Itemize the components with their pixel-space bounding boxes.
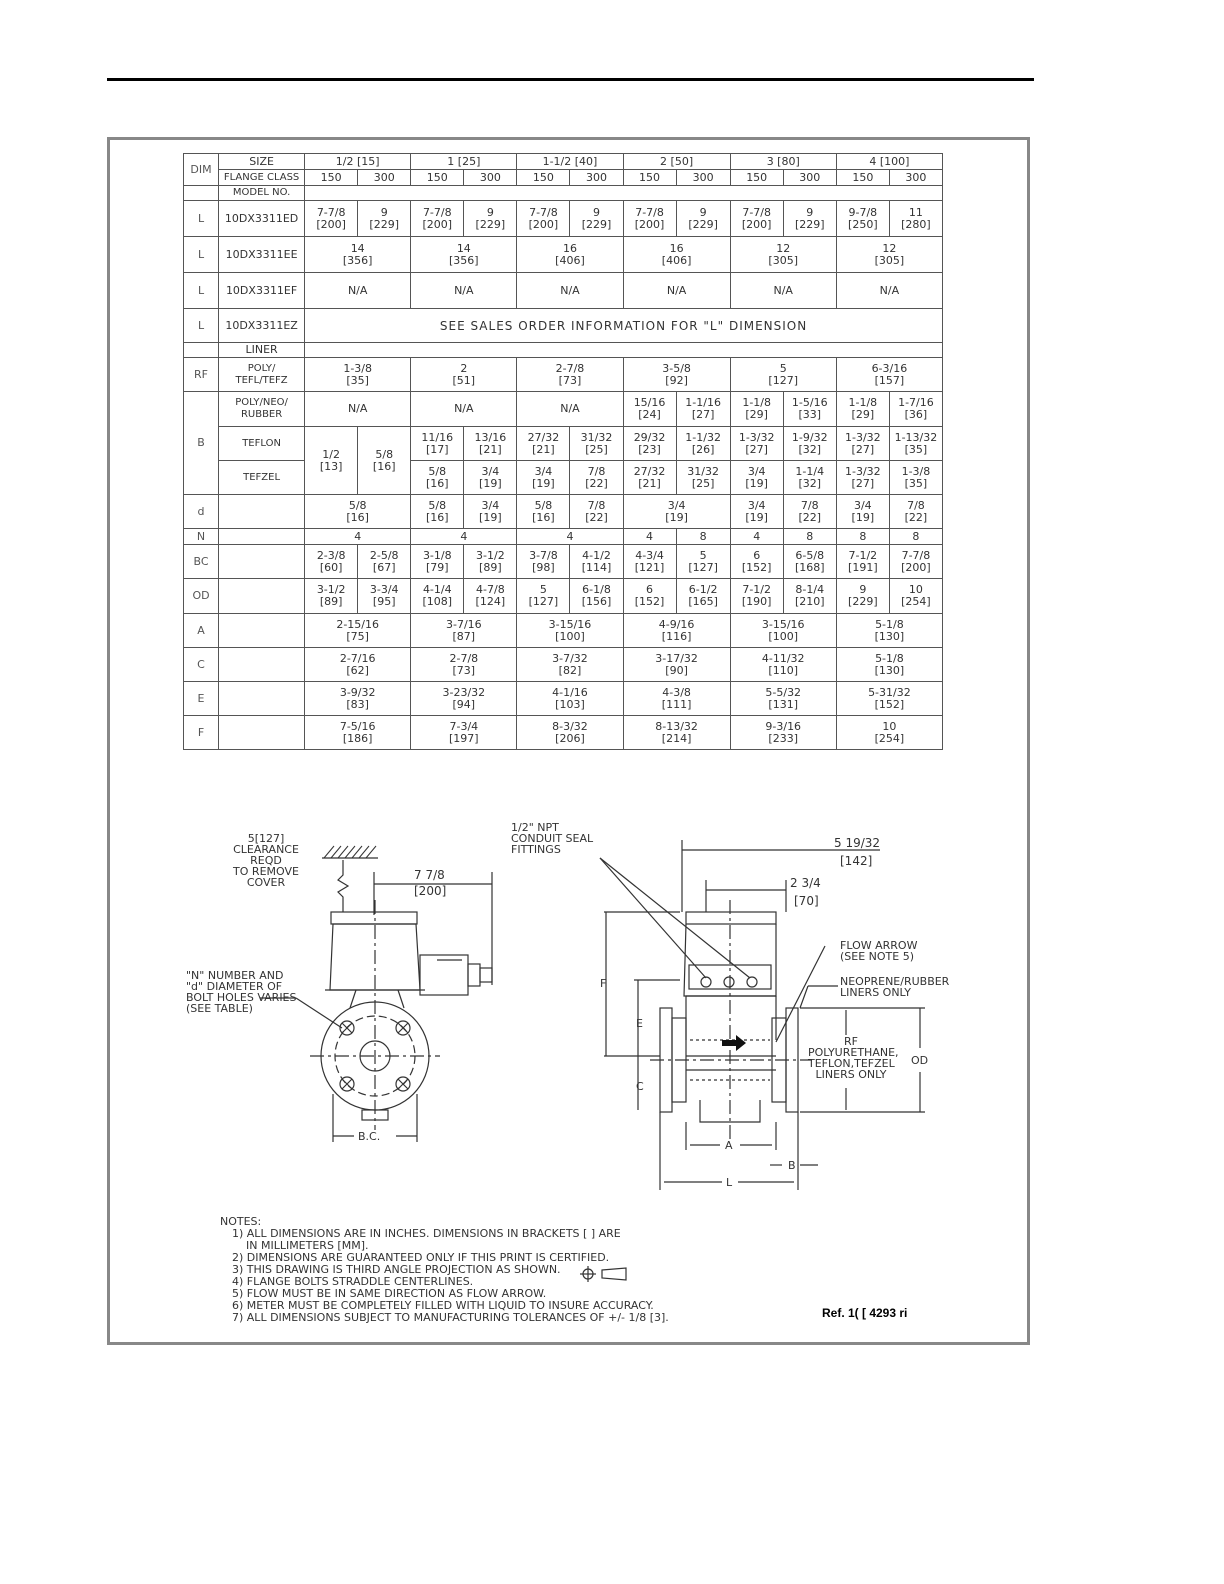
class-cell: 300 bbox=[464, 170, 517, 186]
value-cell: N/A bbox=[411, 392, 517, 427]
note-item: IN MILLIMETERS [MM]. bbox=[232, 1239, 369, 1252]
value-cell: 3-15/16 [100] bbox=[730, 614, 836, 648]
value-cell: N/A bbox=[305, 392, 411, 427]
value-cell: 5 [127] bbox=[730, 358, 836, 392]
dim-a: A bbox=[184, 614, 219, 648]
dim-l: L bbox=[184, 237, 219, 273]
value-cell: 1-1/8 [29] bbox=[836, 392, 889, 427]
class-cell: 300 bbox=[889, 170, 942, 186]
value-cell: 6 [152] bbox=[623, 579, 676, 614]
value-cell: 4-11/32 [110] bbox=[730, 648, 836, 682]
value-cell: 31/32 [25] bbox=[570, 427, 623, 461]
value-cell: 2 [51] bbox=[411, 358, 517, 392]
value-cell: 10 [254] bbox=[889, 579, 942, 614]
value-cell: 3-1/8 [79] bbox=[411, 545, 464, 579]
value-cell: 29/32 [23] bbox=[623, 427, 676, 461]
wall-hatch bbox=[324, 846, 376, 858]
note-item: 4) FLANGE BOLTS STRADDLE CENTERLINES. bbox=[232, 1275, 474, 1288]
dim-header: DIM bbox=[184, 154, 219, 186]
note-item: 2) DIMENSIONS ARE GUARANTEED ONLY IF THIS PRINT IS CERTIFIED. bbox=[232, 1251, 610, 1264]
npt-note: 1/2" NPT CONDUIT SEAL FITTINGS bbox=[511, 821, 594, 856]
value-cell: 14 [356] bbox=[411, 237, 517, 273]
value-cell: 9 [229] bbox=[570, 201, 623, 237]
dim-od: OD bbox=[184, 579, 219, 614]
value-cell: 7-1/2 [191] bbox=[836, 545, 889, 579]
value-cell: 1-3/32 [27] bbox=[836, 427, 889, 461]
value-cell: 5/8 [16] bbox=[358, 427, 411, 495]
value-cell: 7-7/8 [200] bbox=[411, 201, 464, 237]
value-cell: 4 bbox=[623, 529, 676, 545]
value-cell: 8 bbox=[676, 529, 730, 545]
value-cell: 15/16 [24] bbox=[623, 392, 676, 427]
note-item: 1) ALL DIMENSIONS ARE IN INCHES. DIMENSIONS IN BRACKETS [ ] ARE bbox=[232, 1227, 621, 1240]
value-cell: 3-17/32 [90] bbox=[623, 648, 730, 682]
value-cell: 31/32 [25] bbox=[676, 461, 730, 495]
class-cell: 150 bbox=[305, 170, 358, 186]
class-cell: 300 bbox=[676, 170, 730, 186]
value-cell: 4-9/16 [116] bbox=[623, 614, 730, 648]
size-cell: 1/2 [15] bbox=[305, 154, 411, 170]
class-cell: 300 bbox=[358, 170, 411, 186]
note-item: 5) FLOW MUST BE IN SAME DIRECTION AS FLOW ARROW. bbox=[232, 1287, 547, 1300]
value-cell: 4 bbox=[517, 529, 623, 545]
clearance-note: 5[127] CLEARANCE REQD TO REMOVE COVER bbox=[233, 832, 299, 889]
value-cell: 27/32 [21] bbox=[517, 427, 570, 461]
value-cell: 9-7/8 [250] bbox=[836, 201, 889, 237]
value-cell: 9 [229] bbox=[464, 201, 517, 237]
value-cell: 7-7/8 [200] bbox=[730, 201, 783, 237]
value-cell: 7/8 [22] bbox=[570, 461, 623, 495]
value-cell: 7-3/4 [197] bbox=[411, 716, 517, 750]
class-cell: 300 bbox=[570, 170, 623, 186]
value-cell: 5 [127] bbox=[676, 545, 730, 579]
value-cell: 1-3/8 [35] bbox=[889, 461, 942, 495]
value-cell: 1-3/8 [35] bbox=[305, 358, 411, 392]
value-cell: 3-7/16 [87] bbox=[411, 614, 517, 648]
dim-234-label: 2 3/4 bbox=[790, 876, 821, 890]
conduit-fitting bbox=[480, 968, 492, 982]
size-cell: 4 [100] bbox=[836, 154, 942, 170]
value-cell: 27/32 [21] bbox=[623, 461, 676, 495]
class-cell: 150 bbox=[411, 170, 464, 186]
value-cell: 5/8 [16] bbox=[411, 495, 464, 529]
value-cell: 3/4 [19] bbox=[836, 495, 889, 529]
value-cell: 14 [356] bbox=[305, 237, 411, 273]
size-cell: 1-1/2 [40] bbox=[517, 154, 623, 170]
note-item: 7) ALL DIMENSIONS SUBJECT TO MANUFACTURING TOLERANCES OF +/- 1/8 [3]. bbox=[232, 1311, 669, 1324]
dim-n: N bbox=[184, 529, 219, 545]
value-cell: 3/4 [19] bbox=[464, 461, 517, 495]
value-cell: 1-1/32 [26] bbox=[676, 427, 730, 461]
value-cell: 7-7/8 [200] bbox=[305, 201, 358, 237]
value-cell: 3-1/2 [89] bbox=[464, 545, 517, 579]
model-number: 10DX3311EZ bbox=[219, 309, 305, 343]
value-cell: 4-1/2 [114] bbox=[570, 545, 623, 579]
liner-type: POLY/NEO/ RUBBER bbox=[219, 392, 305, 427]
value-cell: 1-13/32 [35] bbox=[889, 427, 942, 461]
value-cell: 2-7/8 [73] bbox=[411, 648, 517, 682]
value-cell: 9-3/16 [233] bbox=[730, 716, 836, 750]
dim-bc: BC bbox=[184, 545, 219, 579]
flow-arrow-icon bbox=[722, 1035, 746, 1051]
value-cell: 7/8 [22] bbox=[570, 495, 623, 529]
value-cell: 12 [305] bbox=[836, 237, 942, 273]
sales-order-note: SEE SALES ORDER INFORMATION FOR "L" DIMENSION bbox=[305, 309, 943, 343]
class-cell: 300 bbox=[783, 170, 836, 186]
dim-234-mm-label: [70] bbox=[794, 894, 819, 908]
size-label: SIZE bbox=[219, 154, 305, 170]
dim-d: d bbox=[184, 495, 219, 529]
class-cell: 150 bbox=[730, 170, 783, 186]
clearance-break-line bbox=[338, 860, 348, 912]
dim-b: B bbox=[184, 392, 219, 495]
bc-label: B.C. bbox=[358, 1130, 381, 1143]
value-cell: 5 [127] bbox=[517, 579, 570, 614]
value-cell: 2-3/8 [60] bbox=[305, 545, 358, 579]
neoprene-note: NEOPRENE/RUBBER LINERS ONLY bbox=[840, 975, 950, 999]
dim-c: C bbox=[184, 648, 219, 682]
value-cell: N/A bbox=[730, 273, 836, 309]
value-cell: 3-3/4 [95] bbox=[358, 579, 411, 614]
value-cell: 5/8 [16] bbox=[517, 495, 570, 529]
value-cell: 1-9/32 [32] bbox=[783, 427, 836, 461]
class-cell: 150 bbox=[836, 170, 889, 186]
value-cell: 11/16 [17] bbox=[411, 427, 464, 461]
value-cell: 6-5/8 [168] bbox=[783, 545, 836, 579]
rf-liner-note: RF POLYURETHANE, TEFLON,TEFZEL LINERS ONLY bbox=[808, 1035, 899, 1081]
value-cell: 4-7/8 [124] bbox=[464, 579, 517, 614]
model-number: 10DX3311EF bbox=[219, 273, 305, 309]
value-cell: 7-7/8 [200] bbox=[623, 201, 676, 237]
note-item: 3) THIS DRAWING IS THIRD ANGLE PROJECTION AS SHOWN. bbox=[232, 1263, 561, 1276]
model-label: MODEL NO. bbox=[219, 186, 305, 201]
value-cell: 16 [406] bbox=[517, 237, 623, 273]
value-cell: 7/8 [22] bbox=[889, 495, 942, 529]
value-cell: 2-7/16 [62] bbox=[305, 648, 411, 682]
liner-type: TEFZEL bbox=[219, 461, 305, 495]
value-cell: 11 [280] bbox=[889, 201, 942, 237]
value-cell: 9 [229] bbox=[836, 579, 889, 614]
value-cell: 10 [254] bbox=[836, 716, 942, 750]
value-cell: 7-1/2 [190] bbox=[730, 579, 783, 614]
od-label: OD bbox=[911, 1054, 929, 1067]
value-cell: 6 [152] bbox=[730, 545, 783, 579]
value-cell: 12 [305] bbox=[730, 237, 836, 273]
flow-arrow-note: FLOW ARROW (SEE NOTE 5) bbox=[840, 939, 918, 963]
value-cell: 3-1/2 [89] bbox=[305, 579, 358, 614]
f-label: F bbox=[600, 977, 607, 990]
value-cell: 1-3/32 [27] bbox=[836, 461, 889, 495]
value-cell: 4 bbox=[305, 529, 411, 545]
value-cell: 16 [406] bbox=[623, 237, 730, 273]
dim-l: L bbox=[184, 273, 219, 309]
value-cell: 7-7/8 [200] bbox=[517, 201, 570, 237]
value-cell: 3-7/32 [82] bbox=[517, 648, 623, 682]
dim-51932-mm-label: [142] bbox=[840, 854, 873, 868]
size-cell: 3 [80] bbox=[730, 154, 836, 170]
value-cell: 1-3/32 [27] bbox=[730, 427, 783, 461]
b-label: B bbox=[788, 1159, 796, 1172]
value-cell: 1-1/16 [27] bbox=[676, 392, 730, 427]
value-cell: N/A bbox=[836, 273, 942, 309]
dim-51932-label: 5 19/32 bbox=[834, 836, 881, 850]
value-cell: 7-7/8 [200] bbox=[889, 545, 942, 579]
value-cell: 8 bbox=[836, 529, 889, 545]
value-cell: 4-3/8 [111] bbox=[623, 682, 730, 716]
l-label: L bbox=[726, 1176, 733, 1189]
value-cell: 4 bbox=[730, 529, 783, 545]
size-cell: 2 [50] bbox=[623, 154, 730, 170]
value-cell: N/A bbox=[517, 392, 623, 427]
value-cell: 3-5/8 [92] bbox=[623, 358, 730, 392]
value-cell: 5-1/8 [130] bbox=[836, 614, 942, 648]
flange-class-label: FLANGE CLASS bbox=[219, 170, 305, 186]
value-cell: 4 bbox=[411, 529, 517, 545]
bolt-holes-note: "N" NUMBER AND "d" DIAMETER OF BOLT HOLES VARIES (SEE TABLE) bbox=[186, 969, 297, 1015]
dim-778-mm-label: [200] bbox=[414, 884, 447, 898]
value-cell: 3/4 [19] bbox=[464, 495, 517, 529]
value-cell: 3-9/32 [83] bbox=[305, 682, 411, 716]
liner-type: TEFLON bbox=[219, 427, 305, 461]
model-number: 10DX3311EE bbox=[219, 237, 305, 273]
liner-label: LINER bbox=[219, 343, 305, 358]
junction-box bbox=[420, 955, 468, 995]
value-cell: 1-1/8 [29] bbox=[730, 392, 783, 427]
value-cell: 5/8 [16] bbox=[411, 461, 464, 495]
liner-type: POLY/ TEFL/TEFZ bbox=[219, 358, 305, 392]
value-cell: 5-5/32 [131] bbox=[730, 682, 836, 716]
dim-l: L bbox=[184, 201, 219, 237]
value-cell: 8 bbox=[783, 529, 836, 545]
value-cell: 3-7/8 [98] bbox=[517, 545, 570, 579]
value-cell: 13/16 [21] bbox=[464, 427, 517, 461]
value-cell: N/A bbox=[305, 273, 411, 309]
value-cell: 6-1/8 [156] bbox=[570, 579, 623, 614]
notes-block bbox=[220, 1216, 780, 1324]
value-cell: 2-15/16 [75] bbox=[305, 614, 411, 648]
value-cell: 9 [229] bbox=[358, 201, 411, 237]
value-cell: 1-5/16 [33] bbox=[783, 392, 836, 427]
value-cell: 3/4 [19] bbox=[730, 461, 783, 495]
value-cell: 6-3/16 [157] bbox=[836, 358, 942, 392]
dim-778-label: 7 7/8 bbox=[414, 868, 445, 882]
class-cell: 150 bbox=[623, 170, 676, 186]
class-cell: 150 bbox=[517, 170, 570, 186]
value-cell: 5/8 [16] bbox=[305, 495, 411, 529]
value-cell: 1/2 [13] bbox=[305, 427, 358, 495]
value-cell: 2-5/8 [67] bbox=[358, 545, 411, 579]
value-cell: 3/4 [19] bbox=[730, 495, 783, 529]
right-housing-cover bbox=[686, 912, 776, 924]
value-cell: 3-23/32 [94] bbox=[411, 682, 517, 716]
value-cell: 1-7/16 [36] bbox=[889, 392, 942, 427]
value-cell: 1-1/4 [32] bbox=[783, 461, 836, 495]
c-label: C bbox=[636, 1080, 644, 1093]
value-cell: N/A bbox=[623, 273, 730, 309]
a-label: A bbox=[725, 1139, 733, 1152]
value-cell: 5-31/32 [152] bbox=[836, 682, 942, 716]
value-cell: 5-1/8 [130] bbox=[836, 648, 942, 682]
value-cell: 3/4 [19] bbox=[517, 461, 570, 495]
value-cell: 4-3/4 [121] bbox=[623, 545, 676, 579]
value-cell: 7/8 [22] bbox=[783, 495, 836, 529]
value-cell: N/A bbox=[411, 273, 517, 309]
value-cell: 8 bbox=[889, 529, 942, 545]
model-number: 10DX3311ED bbox=[219, 201, 305, 237]
value-cell: 3-15/16 [100] bbox=[517, 614, 623, 648]
value-cell: 7-5/16 [186] bbox=[305, 716, 411, 750]
dim-f: F bbox=[184, 716, 219, 750]
drawing-reference: Ref. 1( [ 4293 ri bbox=[822, 1306, 908, 1320]
notes-title: NOTES: bbox=[220, 1215, 262, 1228]
value-cell: 6-1/2 [165] bbox=[676, 579, 730, 614]
dim-l: L bbox=[184, 309, 219, 343]
note-item: 6) METER MUST BE COMPLETELY FILLED WITH LIQUID TO INSURE ACCURACY. bbox=[232, 1299, 654, 1312]
value-cell: 4-1/4 [108] bbox=[411, 579, 464, 614]
e-label: E bbox=[636, 1017, 643, 1030]
value-cell: 3/4 [19] bbox=[623, 495, 730, 529]
value-cell: 9 [229] bbox=[783, 201, 836, 237]
dim-e: E bbox=[184, 682, 219, 716]
value-cell: 8-3/32 [206] bbox=[517, 716, 623, 750]
value-cell: 9 [229] bbox=[676, 201, 730, 237]
dim-rf: RF bbox=[184, 358, 219, 392]
size-cell: 1 [25] bbox=[411, 154, 517, 170]
value-cell: 8-1/4 [210] bbox=[783, 579, 836, 614]
value-cell: 8-13/32 [214] bbox=[623, 716, 730, 750]
value-cell: N/A bbox=[517, 273, 623, 309]
value-cell: 4-1/16 [103] bbox=[517, 682, 623, 716]
value-cell: 2-7/8 [73] bbox=[517, 358, 623, 392]
